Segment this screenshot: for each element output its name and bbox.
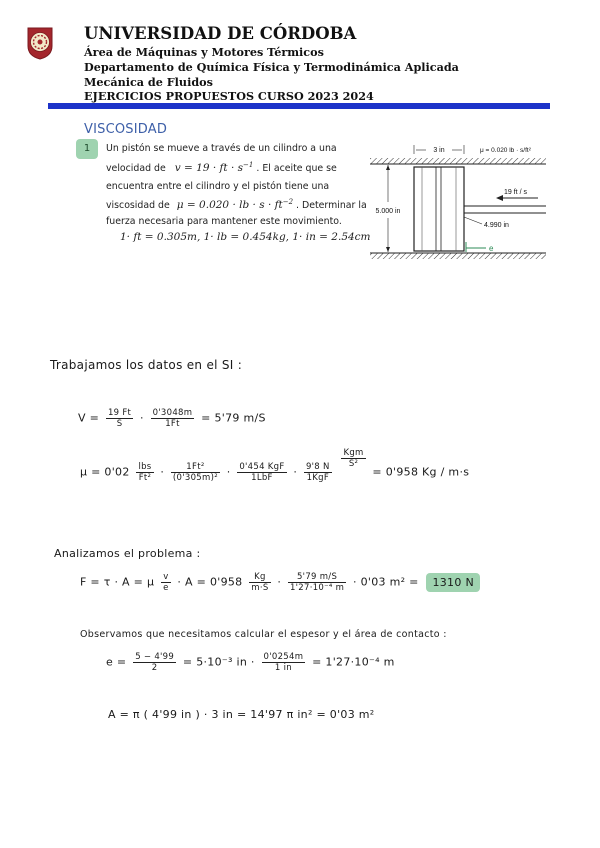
fraction-numerator: Kg — [249, 572, 270, 583]
fraction-numerator: lbs — [138, 462, 152, 472]
viscosity-conversion: μ = 0'02 $\frac{\text{lbs}}{\text{Ft²}}$ · $\frac{\text{1Ft²}}{\text{(0'305m)²}}$ · $\frac{\text{0'454 KgF}}{\text{1LbF}}$ · $\frac{9'8 N}{\text{1KgF}}$ $\frac{\text{Kgm}}{\text{S²}}$ = 0'958 Kg / m·s — [80, 448, 470, 483]
outer-diameter-label: 5.000 in — [375, 208, 401, 215]
university-name: UNIVERSIDAD DE CÓRDOBA — [84, 24, 357, 43]
observation-text: Observamos que necesitamos calcular el espesor y el área de contacto : — [80, 629, 447, 640]
viscosity-fraction-3 — [237, 462, 286, 483]
fraction-denominator: S² — [348, 459, 359, 469]
viscosity-fraction-2 — [171, 462, 220, 483]
force-equation: F = τ · A = μ $\frac{v}{e}$ · A = 0'958 $\frac{Kg}{m\cdot S}$ · $\frac{5'79 m/S}{\text{1'27·10⁻⁴ m}}$ · 0'03 m² = 1310 N — [80, 572, 480, 593]
solution-intro: Trabajamos los datos en el SI : — [50, 358, 243, 372]
force-lhs: F = τ · A = μ — [80, 575, 155, 589]
velocity-fraction-1 — [106, 408, 133, 429]
viscosity-exponent: −2 — [282, 198, 294, 206]
inner-diameter-label: 4.990 in — [484, 222, 509, 229]
fraction-numerator: 0'3048m — [152, 408, 193, 418]
viscosity-lhs: μ = 0'02 — [80, 465, 130, 479]
viscosity-label: μ = 0.020 lb · s/ft² — [480, 147, 531, 154]
area-name: Área de Máquinas y Motores Térmicos — [84, 45, 324, 59]
force-fraction-3 — [288, 572, 346, 593]
document-header — [0, 0, 600, 112]
problem-line-2 — [106, 161, 337, 174]
viscosity-result: = 0'958 Kg / m·s — [372, 465, 470, 479]
velocity-conversion: V = $\frac{19 Ft}{S}$ · $\frac{0'3048m}{1Ft}$ = 5'79 m/S — [78, 408, 266, 429]
subject-name: Mecánica de Fluidos — [84, 75, 213, 89]
fraction-denominator: 2 — [151, 663, 158, 673]
speed-label: 19 ft / s — [504, 189, 527, 196]
fraction-denominator: 1 in — [274, 663, 292, 673]
velocity-arrow-icon — [496, 195, 503, 201]
viscosity-fraction-4 — [304, 462, 332, 483]
force-result-badge: 1310 N — [426, 573, 480, 592]
velocity-exponent: −1 — [243, 161, 254, 169]
problem-line-4 — [106, 198, 367, 211]
fraction-numerator: v — [161, 572, 171, 583]
fraction-numerator: 5 − 4'99 — [135, 652, 175, 662]
force-tail: · 0'03 m² = — [353, 575, 419, 589]
section-title: VISCOSIDAD — [84, 122, 168, 137]
fraction-denominator: 1LbF — [251, 473, 273, 483]
gap-label: e — [489, 244, 494, 253]
viscosity-intro: viscosidad de — [106, 200, 170, 212]
fraction-numerator: 5'79 m/S — [288, 572, 346, 583]
area-equation: A = π ( 4'99 in ) · 3 in = 14'97 π in² = 0'03 m² — [108, 708, 375, 721]
velocity-result: = 5'79 m/S — [201, 411, 266, 425]
fraction-denominator: S — [116, 419, 123, 429]
top-wall — [370, 158, 546, 164]
viscosity-formula: μ = 0.020 · lb · s · ft — [176, 199, 283, 212]
viscosity-fraction-1 — [136, 462, 153, 483]
university-seal-icon — [24, 26, 56, 60]
piston-cylinder-diagram — [366, 140, 551, 268]
fraction-denominator: 1'27·10⁻⁴ m — [289, 583, 345, 593]
thickness-result: = 1'27·10⁻⁴ m — [312, 655, 395, 669]
fraction-numerator: 1Ft² — [171, 462, 220, 473]
thickness-equation — [106, 652, 395, 673]
thickness-middle: = 5·10⁻³ in · — [182, 655, 255, 669]
fraction-denominator: 1KgF — [306, 473, 330, 483]
problem-line-3: encuentra entre el cilindro y el pistón tiene una — [106, 181, 330, 192]
viscosity-outro: . Determinar la — [296, 200, 367, 212]
fraction-numerator: 9'8 N — [305, 462, 330, 472]
fraction-numerator: Kgm — [343, 448, 364, 458]
velocity-outro: . El aceite que se — [256, 163, 337, 175]
fraction-numerator: 19 Ft — [107, 408, 132, 418]
force-fraction-1 — [161, 572, 171, 593]
velocity-intro: velocidad de — [106, 163, 166, 175]
fraction-denominator: e — [163, 583, 169, 593]
problem-line-5: fuerza necesaria para mantener este movimiento. — [106, 216, 342, 227]
velocity-fraction-2 — [151, 408, 195, 429]
analysis-heading: Analizamos el problema : — [54, 547, 201, 560]
thickness-fraction-1 — [133, 652, 176, 673]
problem-line-1: Un pistón se mueve a través de un cilindro a una — [106, 143, 337, 154]
thickness-lhs: e = — [106, 655, 127, 669]
fraction-denominator: Ft² — [138, 473, 152, 483]
problem-number-badge: 1 — [76, 139, 98, 159]
unit-conversions: 1· ft = 0.305m, 1· lb = 0.454kg, 1· in = 2.54cm — [120, 231, 371, 243]
header-divider — [48, 103, 550, 109]
width-label: 3 in — [433, 147, 445, 154]
velocity-lhs: V = — [78, 411, 100, 425]
fraction-denominator: m·S — [251, 583, 269, 593]
bottom-wall — [370, 253, 546, 259]
fraction-denominator: 1Ft — [165, 419, 180, 429]
velocity-formula: v = 19 · ft · s — [174, 162, 244, 175]
fraction-numerator: 0'0254m — [263, 652, 304, 662]
department-name: Departamento de Química Física y Termodinámica Aplicada — [84, 60, 459, 74]
thickness-fraction-2 — [262, 652, 306, 673]
newton-unit-fraction — [341, 448, 365, 469]
fraction-denominator: (0'305m)² — [172, 473, 218, 483]
force-middle: · A = 0'958 — [177, 575, 243, 589]
fraction-numerator: 0'454 KgF — [239, 462, 285, 472]
piston — [414, 167, 464, 251]
course-title: EJERCICIOS PROPUESTOS CURSO 2023 2024 — [84, 89, 374, 103]
force-fraction-2 — [249, 572, 270, 593]
